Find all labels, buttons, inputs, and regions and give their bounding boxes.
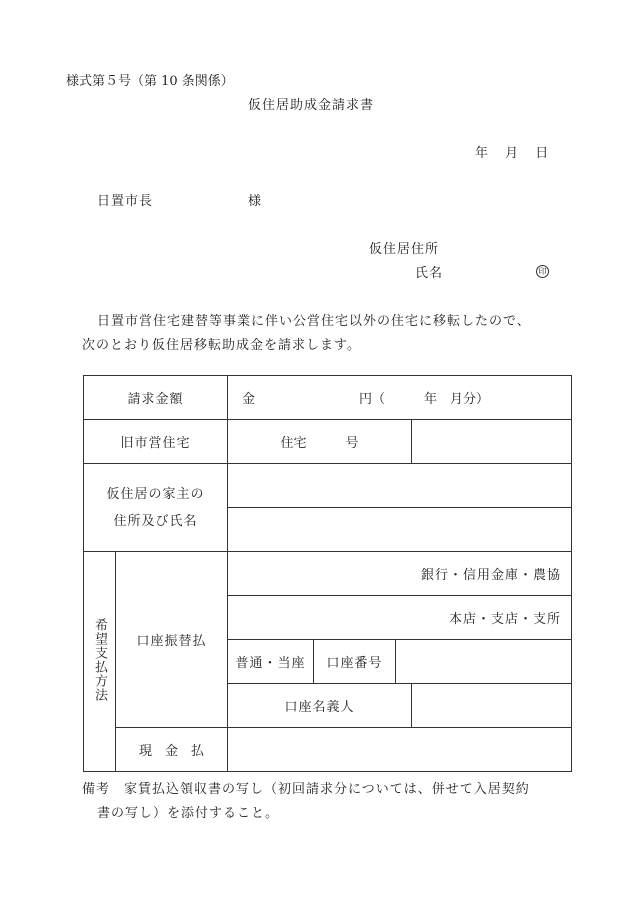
old-housing-extra[interactable] — [412, 420, 572, 464]
cash-field[interactable] — [228, 728, 572, 772]
account-type[interactable]: 普通・当座 — [228, 640, 314, 684]
seal-mark-icon: 印 — [536, 265, 549, 278]
payment-method-label — [84, 552, 116, 772]
request-form-table — [83, 375, 572, 772]
cash-label: 現 金 払 — [116, 728, 228, 772]
old-housing-value[interactable]: 住宅 号 — [228, 420, 412, 464]
form-number: 様式第５号（第 10 条関係） — [66, 74, 234, 89]
date-line: 年 月 日 — [475, 146, 549, 161]
account-holder-label: 口座名義人 — [228, 684, 412, 728]
payment-method-text: 希望支払方法 — [92, 617, 107, 702]
addressee-honorific: 様 — [248, 194, 262, 209]
notes-line-2: 書の写し）を添付すること。 — [97, 806, 280, 821]
landlord-label-line-1: 仮住居の家主の — [106, 486, 205, 502]
account-holder-field[interactable] — [412, 684, 572, 728]
landlord-label-line-2: 住所及び氏名 — [113, 513, 198, 529]
body-line-1: 日置市営住宅建替等事業に伴い公営住宅以外の住宅に移転したので、 — [97, 314, 531, 329]
branch-line[interactable]: 本店・支店・支所 — [228, 596, 572, 640]
landlord-name-field[interactable] — [228, 508, 572, 552]
amount-label: 請求金額 — [84, 376, 228, 420]
landlord-address-field[interactable] — [228, 464, 572, 508]
bank-line[interactable]: 銀行・信用金庫・農協 — [228, 552, 572, 596]
account-number-field[interactable] — [396, 640, 572, 684]
landlord-label — [84, 464, 228, 552]
name-label: 氏名 — [415, 266, 444, 281]
address-label: 仮住居住所 — [369, 242, 440, 257]
addressee-name: 日置市長 — [97, 194, 154, 209]
transfer-label: 口座振替払 — [116, 552, 228, 728]
body-line-2: 次のとおり仮住居移転助成金を請求します。 — [82, 338, 361, 353]
notes-line-1: 備考 家賃払込領収書の写し（初回請求分については、併せて入居契約 — [82, 782, 530, 797]
old-housing-label: 旧市営住宅 — [84, 420, 228, 464]
account-number-label: 口座番号 — [314, 640, 396, 684]
document-title: 仮住居助成金請求書 — [248, 98, 375, 113]
amount-value[interactable]: 金 円（ 年 月分） — [228, 376, 572, 420]
